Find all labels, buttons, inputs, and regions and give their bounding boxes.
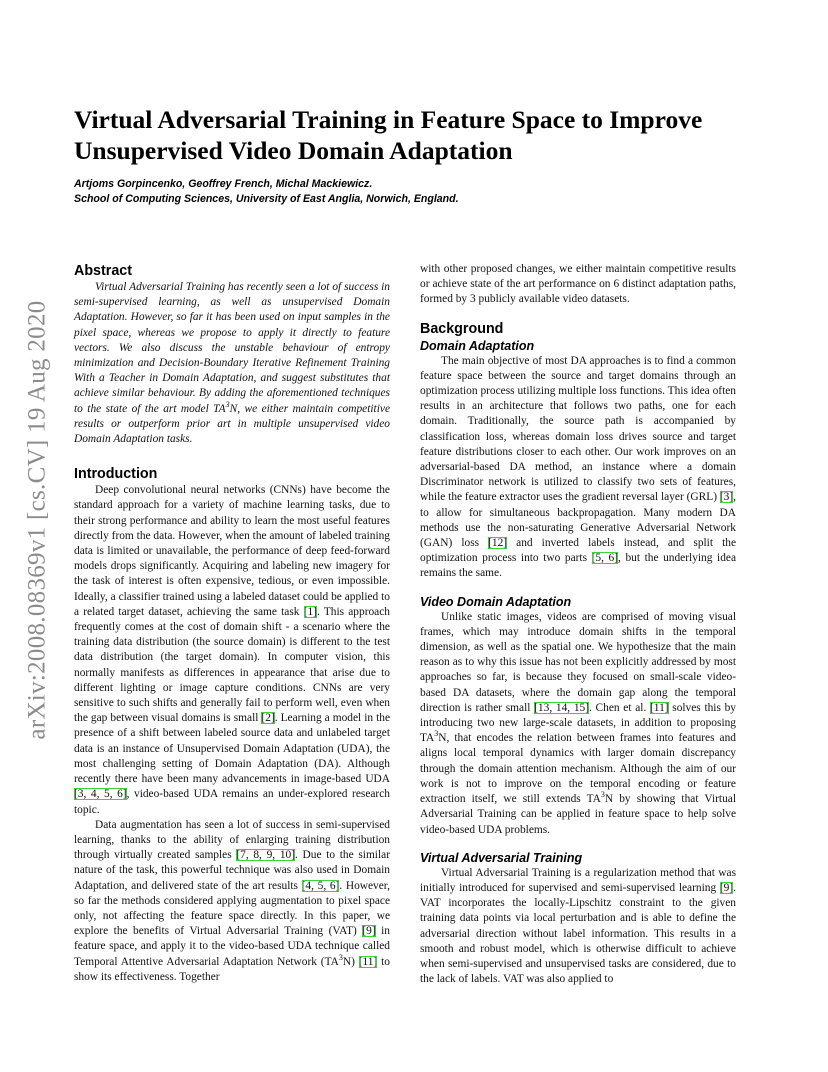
text-run: to show its effectiveness. Together [74,955,390,983]
left-column [74,262,390,985]
arxiv-identifier: arXiv:2008.08369v1 [cs.CV] 19 Aug 2020 [24,300,51,740]
domain-adaptation-paragraph [420,354,736,582]
introduction-continuation: with other proposed changes, we either maintain competitive results or achieve state of the art performance on 6 distinct adaptation paths, formed by 3 publicly available video datasets. [420,263,736,306]
author-names: Artjoms Gorpincenko, Geoffrey French, Michal Mackiewicz. [74,178,373,190]
text-run: . Due to the similar nature of the task, this powerful technique was also used in Domain Adaptation, and delivered state of the art results [74,849,390,892]
citation-link[interactable]: [11] [358,955,378,968]
right-column [420,262,736,987]
video-domain-adaptation-paragraph [420,610,736,838]
citation-link[interactable]: [12] [488,537,508,550]
text-run: , video-based UDA remains an under-explored research topic. [74,788,390,816]
paper-title: Virtual Adversarial Training in Feature Space to Improve Unsupervised Video Domain Adaptation [74,105,703,165]
domain-adaptation-heading: Domain Adaptation [420,338,535,353]
citation-link[interactable]: [2] [261,712,275,725]
citation-link[interactable]: [3, 4, 5, 6] [74,788,127,801]
superscript: 3 [434,729,439,739]
text-run: N by showing that Virtual Adversarial Training can be applied in feature space to help solve video-based UDA problems. [420,793,736,836]
text-run: The main objective of most DA approaches is to find a common feature space between the source and target domains through an optimization process utilizing multiple loss functions. This idea often results in an architecture that follows two paths, one for each domain. Traditionally, the source path is accompanied by classification loss, whereas domain loss drives source and target feature distributions closer to each other. Our work improves on an adversarial-based DA method, an instance where a domain Discriminator network is utilized to classify two sets of features, while the feature extractor uses the gradient reversal layer (GRL) [420,354,736,504]
background-heading: Background [420,320,504,337]
abstract-heading: Abstract [74,263,132,279]
author-affiliation: School of Computing Sciences, University of East Anglia, Norwich, England. [74,193,459,205]
text-run: Unlike static images, videos are comprised of moving visual frames, which may introduce domain shifts in the temporal dimension, as well as the spatial one. We hypothesize that the main reason as to why this issue has not been explicitly addressed by most approaches so far, is because they focused on small-scale video-based DA datasets, where the domain gap along the temporal direction is rather small [420,610,736,714]
text-run: and inverted labels instead, and split the optimization process into two parts [420,537,736,565]
citation-link[interactable]: [3] [719,491,734,504]
text-run: solves this by introducing two new large-scale datasets, in addition to proposing TA [420,701,736,745]
text-run: . VAT incorporates the locally-Lipschitz constraint to the given training data points via local perturbation and is able to define the adversarial direction without label information. This results in a smooth and robust model, which is otherwise difficult to achieve when semi-supervised and unsupervised tasks are considered, due to the lack of labels. VAT was also applied to [420,881,736,986]
text-run: Virtual Adversarial Training is a regularization method that was initially introduced for supervised and semi-supervised learning [420,866,736,894]
citation-link[interactable]: [5, 6] [591,552,619,565]
virtual-adversarial-training-paragraph [420,866,736,988]
text-run: N) [342,955,359,968]
text-run: Data augmentation has seen a lot of success in semi-supervised learning, thanks to the ability of enlarging training distribution through virtually created samples [74,818,390,862]
text-run: Deep convolutional neural networks (CNNs) have become the standard approach for a variety of machine learning tasks, due to their strong performance and ability to learn the most useful features directly from the data. However, when the amount of labeled training data is limited or unavailable, the performance of deep feed-forward models drops significantly. Acquiring and labeling new imagery for the task of interest is often expensive, tedious, or even impossible. Ideally, a classifier trained using a labeled dataset could be applied to a related target dataset, achieving the same task [74,484,390,618]
text-run: . However, so far the methods considered applying augmentation to pixel space only, not affecting the feature space directly. In this paper, we explore the benefits of Virtual Adversarial Training (VAT) [74,879,390,938]
text-run: , to allow for simultaneous backpropagation. Many modern DA methods use the non-saturating Generative Adversarial Network (GAN) loss [420,491,736,550]
citation-link[interactable]: [9] [719,881,734,894]
abstract-text-part: N, we either maintain competitive results or outperform prior art in multiple unsupervised video Domain Adaptation tasks. [74,402,390,446]
superscript: 3 [338,952,343,962]
video-domain-adaptation-heading: Video Domain Adaptation [420,594,572,609]
introduction-heading: Introduction [74,466,158,483]
introduction-paragraph-1 [74,483,390,817]
citation-link[interactable]: [11] [650,701,669,714]
text-run: N, that encodes the relation between frames into features and aligns local temporal dynamics with larger domain discrepancy through the domain attention mechanism. Although the aim of our work is not to improve on the temporal encoding or feature extraction itself, we still extends TA [420,732,736,806]
citation-link[interactable]: [13, 14, 15] [534,701,589,714]
introduction-paragraph-2 [74,818,390,985]
text-run: in feature space, and apply it to the video-based UDA technique called Temporal Attentive Adversarial Adaptation Network (TA [74,925,390,968]
arxiv-side-stamp [18,280,58,760]
author-block [74,177,744,207]
abstract-text-part: Virtual Adversarial Training has recently seen a lot of success in semi-supervised learning, as well as unsupervised Domain Adaptation. However, so far it has been used on input samples in the pixel space, whereas we propose to apply it directly to feature vectors. We also discuss the unstable behaviour of entropy minimization and Decision-Boundary Iterative Refinement Training With a Teacher in Domain Adaptation, and suggest substitutes that achieve similar behaviour. By adding the aforementioned techniques to the state of the art model TA [74,281,390,415]
abstract-text [74,280,390,447]
text-run: , but the underlying idea remains the same. [420,552,736,580]
superscript: 3 [600,790,605,800]
text-run: . Chen et al. [589,701,650,714]
text-run: . Learning a model in the presence of a shift between labeled source data and unlabeled target data is an instance of Unsupervised Domain Adaptation (UDA), the most challenging setting of Domain Adaptation (DA). Although recently there have been many advancements in image-based UDA [74,712,390,786]
virtual-adversarial-training-heading: Virtual Adversarial Training [420,850,583,865]
text-run: . This approach frequently comes at the cost of domain shift - a scenario where the training data distribution (the source domain) is different to the test data distribution (the target domain). In computer vision, this normally manifests as differences in appearance that arise due to different lighting or image capture conditions. CNNs are very sensitive to such shifts and generally fail to perform well, even when the gap between visual domains is small [74,605,390,725]
citation-link[interactable]: [1] [303,605,317,618]
citation-link[interactable]: [4, 5, 6] [301,879,340,892]
citation-link[interactable]: [9] [362,925,376,938]
citation-link[interactable]: [7, 8, 9, 10] [236,849,296,862]
superscript: 3 [225,399,230,409]
